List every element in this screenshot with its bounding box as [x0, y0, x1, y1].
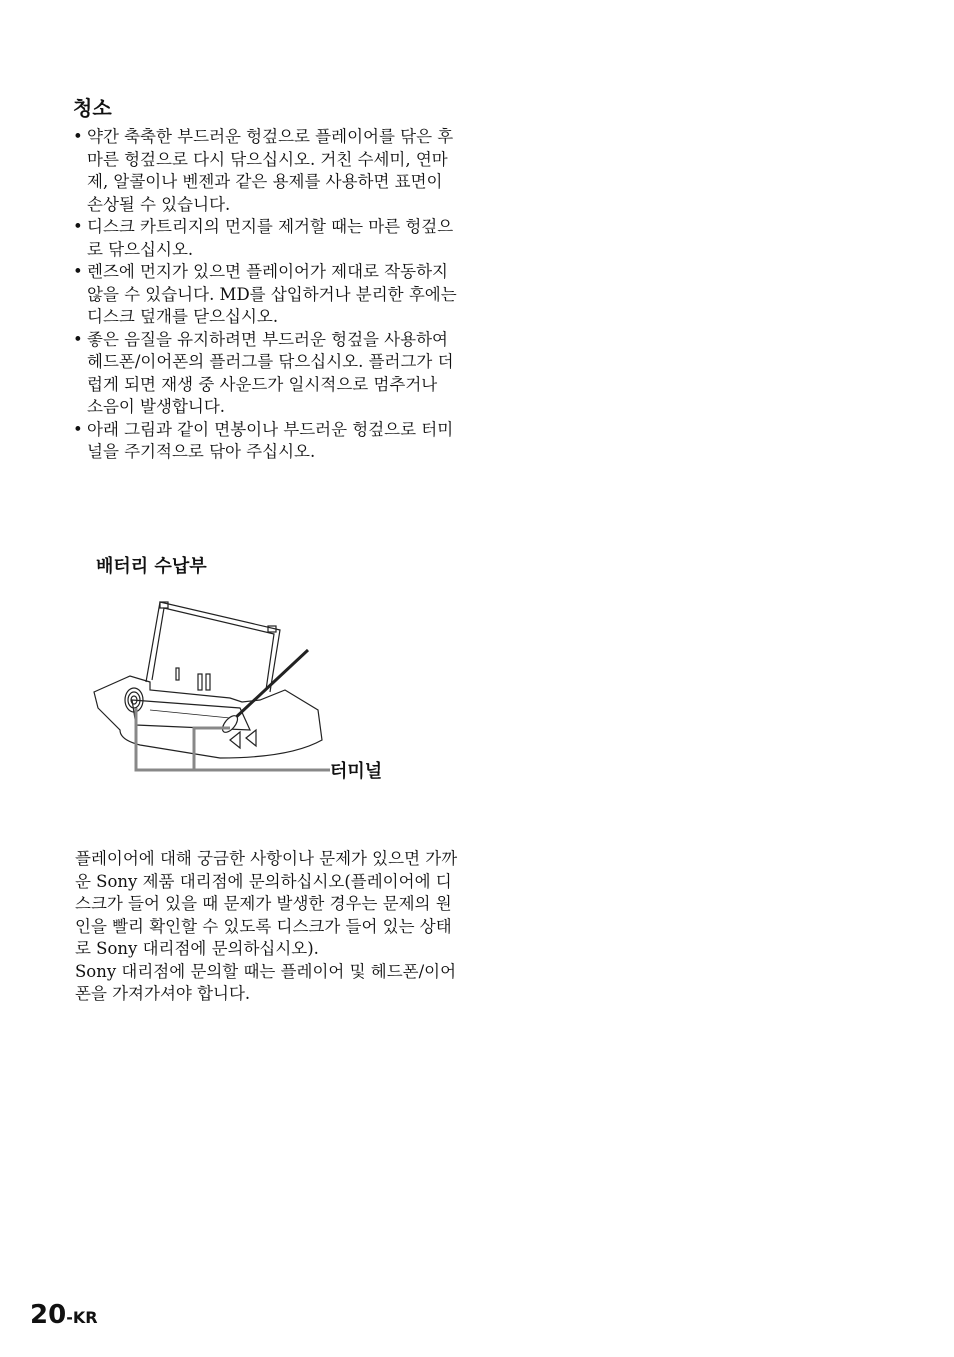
page-number-value: 20	[30, 1300, 67, 1330]
list-item	[73, 419, 457, 464]
list-item-text: 디스크 카트리지의 먼지를 제거할 때는 마른 헝겊으로 닦으십시오.	[87, 217, 454, 259]
section-title: 청소	[73, 96, 112, 120]
page-number	[30, 1300, 98, 1330]
battery-compartment-illustration	[90, 590, 330, 780]
cleaning-instructions-list	[73, 126, 457, 464]
bullet-icon: •	[73, 262, 83, 281]
list-item	[73, 329, 457, 419]
list-item-text: 좋은 음질을 유지하려면 부드러운 헝겊을 사용하여 헤드폰/이어폰의 플러그를 닦으십시오. 플러그가 더럽게 되면 재생 중 사운드가 일시적으로 멈추거나 소음이 발생합니다.	[87, 329, 454, 416]
bullet-icon: •	[73, 329, 83, 349]
bullet-icon: •	[73, 217, 83, 236]
bullet-icon: •	[73, 419, 83, 439]
figure-caption: 배터리 수납부	[96, 556, 207, 577]
list-item-text: 렌즈에 먼지가 있으면 플레이어가 제대로 작동하지 않을 수 있습니다. MD를 삽입하거나 분리한 후에는 디스크 덮개를 닫으십시오.	[87, 262, 457, 326]
contact-paragraph-2: Sony 대리점에 문의할 때는 플레이어 및 헤드폰/이어폰을 가져가셔야 합니다.	[75, 961, 457, 1003]
page-number-suffix: -KR	[66, 1308, 98, 1327]
list-item	[73, 126, 457, 216]
contact-section	[75, 848, 459, 1006]
bullet-icon: •	[73, 127, 83, 146]
list-item	[73, 261, 457, 329]
contact-paragraph-1: 플레이어에 대해 궁금한 사항이나 문제가 있으면 가까운 Sony 제품 대리점에 문의하십시오(플레이어에 디스크가 들어 있을 때 문제가 발생한 경우는 문제의 원인을 빨리 확인할 수 있도록 디스크가 들어 있는 상태로 Sony 대리점에 문의하십시오).	[75, 849, 458, 958]
list-item-text: 아래 그림과 같이 면봉이나 부드러운 헝겊으로 터미널을 주기적으로 닦아 주십시오.	[87, 419, 454, 461]
terminal-callout-label: 터미널	[330, 761, 383, 782]
list-item-text: 약간 축축한 부드러운 헝겊으로 플레이어를 닦은 후 마른 헝겊으로 다시 닦으십시오. 거친 수세미, 연마제, 알콜이나 벤젠과 같은 용제를 사용하면 표면이 손상될 수 있습니다.	[87, 127, 454, 214]
list-item	[73, 216, 457, 261]
